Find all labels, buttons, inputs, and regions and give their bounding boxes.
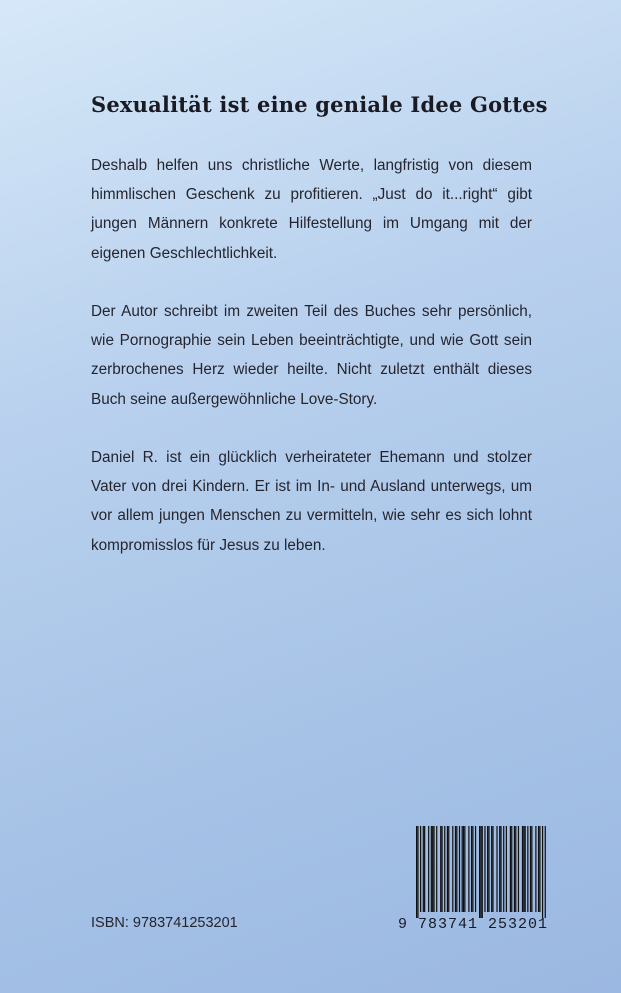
barcode-bar xyxy=(428,826,429,912)
barcode-bar xyxy=(511,826,512,912)
barcode-bar xyxy=(482,826,483,918)
barcode-bar xyxy=(484,826,485,912)
barcode-bar xyxy=(538,826,539,912)
barcode-bar xyxy=(440,826,441,912)
barcode-bar xyxy=(492,826,493,912)
barcode-bar xyxy=(530,826,531,912)
barcode-bar xyxy=(515,826,516,912)
barcode-bar xyxy=(420,826,421,912)
barcode-bar xyxy=(523,826,524,912)
barcode-bar xyxy=(480,826,481,918)
isbn-barcode xyxy=(398,826,548,936)
barcode-bar xyxy=(525,826,526,912)
barcode-bar xyxy=(487,826,488,912)
barcode-bar xyxy=(514,826,515,912)
barcode-bar xyxy=(535,826,536,912)
barcode-bar xyxy=(499,826,500,912)
barcode-bar xyxy=(447,826,448,912)
barcode-bar xyxy=(448,826,449,912)
barcode-bar xyxy=(452,826,453,912)
cover-headline: Sexualität ist eine geniale Idee Gottes xyxy=(91,92,548,117)
barcode-bar xyxy=(527,826,528,912)
barcode-bar xyxy=(491,826,492,912)
barcode-bar xyxy=(542,826,543,918)
barcode-bar xyxy=(531,826,532,912)
barcode-bars xyxy=(416,826,546,918)
barcode-bar xyxy=(471,826,472,912)
barcode-bar xyxy=(464,826,465,912)
barcode-bar xyxy=(431,826,432,912)
blurb-paragraph-1: Deshalb helfen uns christliche Werte, langfristig von diesem himmlischen Geschenk zu profitieren. „Just do it...right“ gibt jungen Männern konkrete Hilfestellung im Umgang mit der eigenen Geschlechtlichkeit. xyxy=(91,157,532,262)
barcode-bar xyxy=(462,826,463,912)
blurb-paragraph-3: Daniel R. ist ein glücklich verheirateter Ehemann und stolzer Vater von drei Kindern. Er ist im In- und Ausland unterwegs, um vor allem jungen Menschen zu vermitteln, wie sehr es sich lohnt kompromisslos für Jesus zu leben. xyxy=(91,449,532,554)
barcode-bar xyxy=(436,826,437,912)
barcode-bar xyxy=(479,826,480,918)
barcode-bar xyxy=(472,826,473,912)
barcode-bar xyxy=(468,826,469,912)
blurb-text xyxy=(91,151,532,589)
barcode-bar xyxy=(475,826,476,912)
barcode-bar xyxy=(456,826,457,912)
barcode-bar xyxy=(441,826,442,912)
barcode-bar xyxy=(506,826,507,912)
barcode-bar xyxy=(444,826,445,912)
barcode-bar xyxy=(459,826,460,912)
barcode-bar xyxy=(424,826,425,912)
barcode-bar xyxy=(488,826,489,912)
barcode-bar xyxy=(463,826,464,912)
barcode-bar xyxy=(518,826,519,912)
isbn-label: ISBN: 9783741253201 xyxy=(91,915,238,931)
barcode-bar xyxy=(545,826,546,918)
barcode-bar xyxy=(510,826,511,912)
barcode-bar xyxy=(522,826,523,912)
barcode-bar xyxy=(416,826,417,918)
blurb-paragraph-2: Der Autor schreibt im zweiten Teil des Buches sehr persönlich, wie Pornographie sein Leben beeinträchtigte, und wie Gott sein zerbrochenes Herz wieder heilte. Nicht zuletzt enthält dieses Buch seine außergewöhnliche Love-Story. xyxy=(91,303,532,408)
barcode-bar xyxy=(455,826,456,912)
barcode-bar xyxy=(433,826,434,912)
barcode-bar xyxy=(417,826,418,918)
barcode-bar xyxy=(539,826,540,912)
barcode-bar xyxy=(423,826,424,912)
barcode-bar xyxy=(500,826,501,912)
barcode-number: 9 783741 253201 xyxy=(398,916,549,933)
barcode-bar xyxy=(432,826,433,912)
barcode-bar xyxy=(503,826,504,912)
barcode-bar xyxy=(496,826,497,912)
